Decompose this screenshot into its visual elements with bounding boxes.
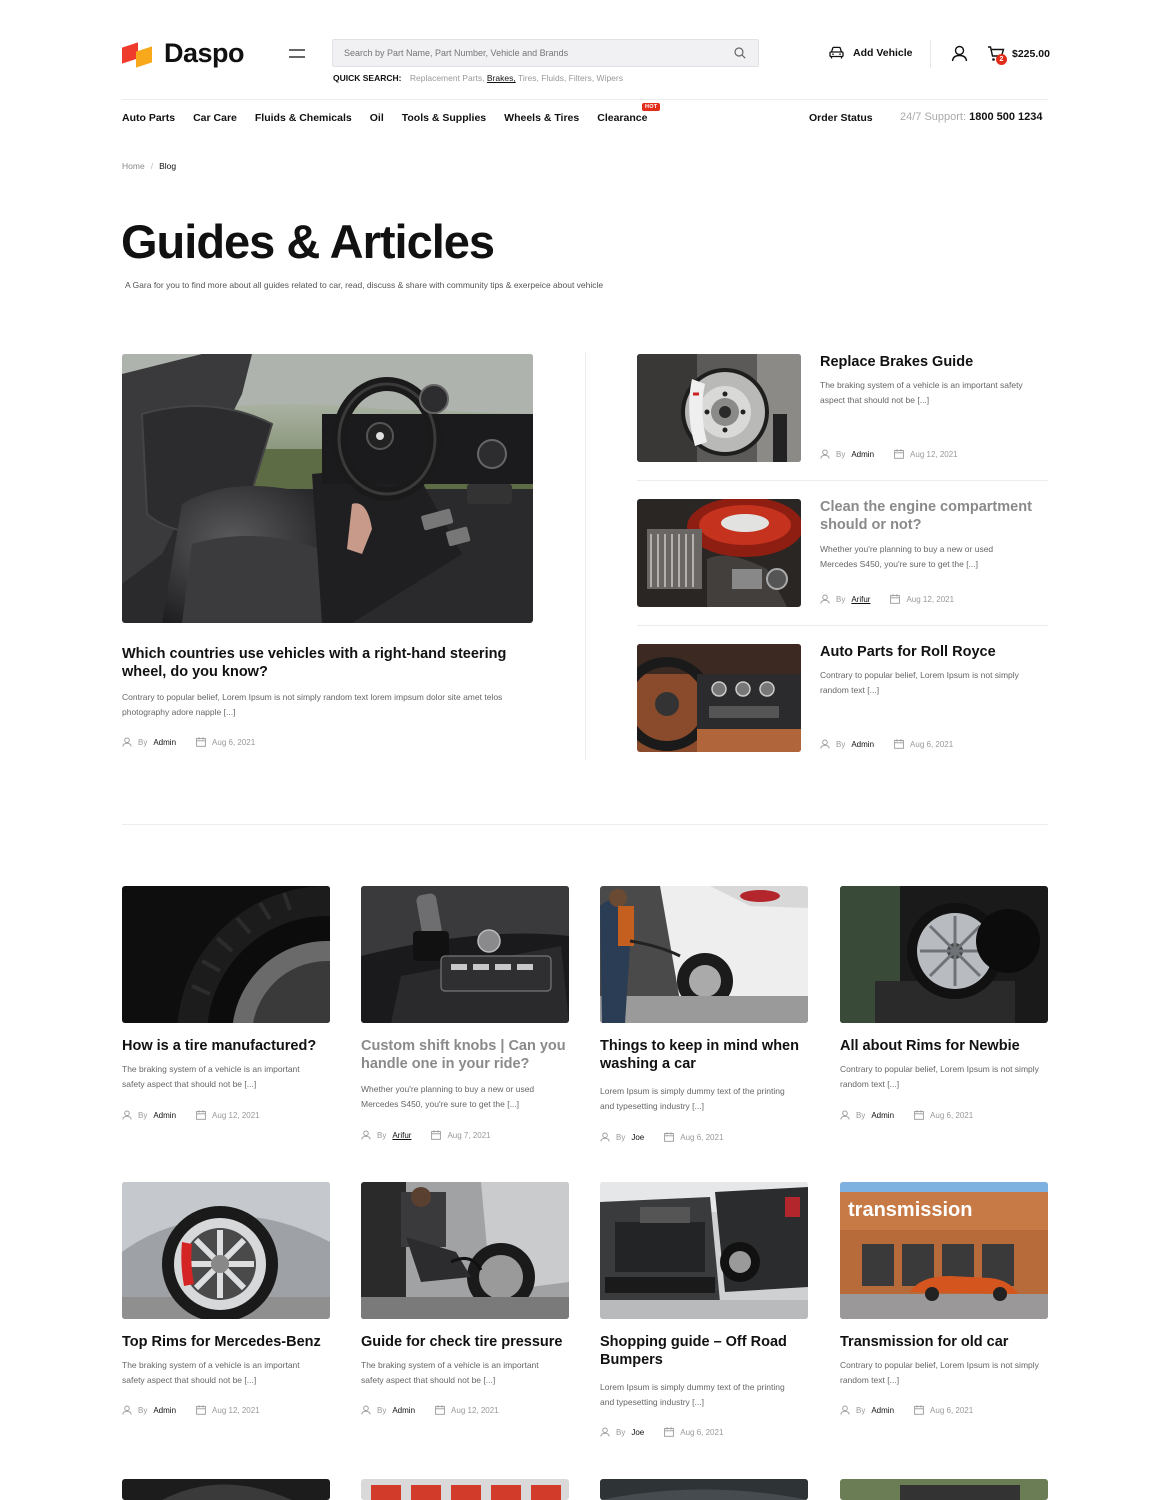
featured-post-meta: [122, 737, 255, 747]
grid-post-title[interactable]: Things to keep in mind when washing a car: [600, 1038, 799, 1072]
calendar-icon: [890, 594, 900, 604]
user-icon: [361, 1405, 371, 1415]
post-author[interactable]: Admin: [153, 1110, 177, 1120]
support-label: 24/7 Support:: [900, 111, 967, 123]
featured-image[interactable]: [122, 354, 533, 623]
cart-count-badge: 2: [996, 54, 1007, 65]
grid-post-image[interactable]: [600, 886, 808, 1023]
post-by-label: By: [836, 449, 846, 459]
cart-button[interactable]: [987, 45, 1050, 62]
side-post-title[interactable]: Replace Brakes Guide: [820, 354, 974, 370]
calendar-icon: [894, 449, 904, 459]
quick-search: [333, 73, 623, 83]
support-phone[interactable]: 1800 500 1234: [969, 111, 1043, 123]
brand-name: Daspo: [164, 38, 245, 68]
grid-post-image[interactable]: [361, 1479, 569, 1500]
featured-divider: [585, 352, 586, 760]
post-date: Aug 12, 2021: [451, 1405, 499, 1415]
post-date: Aug 6, 2021: [212, 737, 256, 747]
grid-post-meta: [840, 1405, 973, 1415]
post-author[interactable]: Admin: [153, 1405, 177, 1415]
section-divider: [122, 824, 1048, 825]
post-date: Aug 6, 2021: [680, 1427, 724, 1437]
nav-item-wheels-tires[interactable]: Wheels & Tires: [504, 112, 580, 124]
post-by-label: By: [138, 737, 148, 747]
grid-post-excerpt: The braking system of a vehicle is an important safety aspect that should not be [...]: [361, 1360, 539, 1385]
quick-link-fluids[interactable]: Fluids,: [541, 73, 567, 83]
post-by-label: By: [377, 1405, 387, 1415]
add-vehicle-label: Add Vehicle: [853, 46, 913, 59]
calendar-icon: [431, 1130, 441, 1140]
post-date: Aug 12, 2021: [212, 1110, 260, 1120]
breadcrumb-current: Blog: [159, 161, 177, 171]
nav-item-fluids-chemicals[interactable]: Fluids & Chemicals: [254, 112, 352, 124]
side-post-excerpt: Whether you're planning to buy a new or used Mercedes S450, you're sure to get the [...]: [820, 544, 994, 569]
post-by-label: By: [616, 1132, 626, 1142]
grid-post-image[interactable]: [600, 1182, 808, 1319]
page-title: Guides & Articles: [121, 215, 495, 268]
user-icon: [600, 1132, 610, 1142]
side-post-title[interactable]: Clean the engine compartment should or not?: [820, 499, 1032, 533]
cart-total: $225.00: [1012, 47, 1050, 60]
post-author[interactable]: Admin: [871, 1405, 895, 1415]
menu-icon[interactable]: [289, 49, 305, 58]
search-icon[interactable]: [734, 47, 746, 59]
side-post-image[interactable]: [637, 644, 801, 752]
breadcrumb: [122, 161, 176, 171]
post-author[interactable]: Joe: [631, 1132, 645, 1142]
side-post-image[interactable]: [637, 354, 801, 462]
breadcrumb-separator: /: [150, 161, 154, 171]
grid-post-image[interactable]: [840, 1479, 1048, 1500]
side-post-divider: [637, 480, 1048, 481]
post-author[interactable]: Admin: [153, 737, 177, 747]
grid-post-meta: [361, 1405, 499, 1415]
nav-item-oil[interactable]: Oil: [369, 112, 384, 124]
side-post-excerpt: The braking system of a vehicle is an important safety aspect that should not be [...]: [820, 380, 1023, 405]
post-date: Aug 6, 2021: [680, 1132, 724, 1142]
grid-post-title[interactable]: All about Rims for Newbie: [840, 1038, 1020, 1054]
search-bar: [332, 39, 759, 67]
grid-post-image[interactable]: [122, 1182, 330, 1319]
nav-item-clearance[interactable]: [597, 104, 658, 124]
add-vehicle-button[interactable]: [829, 46, 913, 59]
breadcrumb-home[interactable]: Home: [122, 161, 145, 171]
post-author[interactable]: Admin: [851, 739, 875, 749]
grid-post-image[interactable]: [840, 886, 1048, 1023]
grid-post-meta: [840, 1110, 973, 1120]
main-nav: [122, 104, 658, 124]
post-by-label: By: [856, 1405, 866, 1415]
post-author[interactable]: Admin: [392, 1405, 416, 1415]
nav-item-tools-supplies[interactable]: Tools & Supplies: [401, 112, 487, 124]
user-icon: [122, 737, 132, 747]
grid-post-title[interactable]: Custom shift knobs | Can you handle one in your ride?: [361, 1038, 566, 1072]
calendar-icon: [664, 1427, 674, 1437]
post-by-label: By: [377, 1130, 387, 1140]
grid-post-title[interactable]: Top Rims for Mercedes-Benz: [122, 1334, 321, 1350]
side-post-image[interactable]: [637, 499, 801, 607]
post-author[interactable]: Admin: [871, 1110, 895, 1120]
header-divider: [930, 40, 931, 68]
post-by-label: By: [616, 1427, 626, 1437]
post-by-label: By: [836, 739, 846, 749]
grid-post-title[interactable]: How is a tire manufactured?: [122, 1038, 317, 1054]
side-post-title[interactable]: Auto Parts for Roll Royce: [820, 644, 996, 660]
user-icon[interactable]: [951, 45, 968, 62]
grid-post-image[interactable]: [361, 886, 569, 1023]
support-info: [900, 111, 1043, 123]
post-date: Aug 12, 2021: [212, 1405, 260, 1415]
post-by-label: By: [856, 1110, 866, 1120]
calendar-icon: [196, 1110, 206, 1120]
post-by-label: By: [836, 594, 846, 604]
quick-link-filters[interactable]: Filters,: [568, 73, 595, 83]
nav-divider: [122, 99, 1048, 100]
grid-post-meta: [122, 1110, 260, 1120]
grid-post-meta: [600, 1132, 723, 1142]
post-date: Aug 12, 2021: [910, 449, 958, 459]
featured-post-excerpt: Contrary to popular belief, Lorem Ipsum is not simply random text lorem impsum dolor site amet telos photography adore napple [...]: [122, 692, 503, 717]
post-date: Aug 6, 2021: [930, 1405, 974, 1415]
grid-post-image[interactable]: [122, 886, 330, 1023]
calendar-icon: [435, 1405, 445, 1415]
calendar-icon: [914, 1110, 924, 1120]
order-status-link[interactable]: Order Status: [809, 112, 873, 124]
user-icon: [361, 1130, 371, 1140]
user-icon: [600, 1427, 610, 1437]
grid-post-meta: [361, 1130, 491, 1140]
post-author[interactable]: Arifur: [851, 594, 871, 604]
nav-item-car-care[interactable]: Car Care: [193, 112, 237, 124]
grid-post-image[interactable]: [600, 1479, 808, 1500]
post-author[interactable]: Joe: [631, 1427, 645, 1437]
calendar-icon: [664, 1132, 674, 1142]
grid-post-excerpt: Lorem Ipsum is simply dummy text of the printing and typesetting industry [...]: [600, 1086, 785, 1111]
side-post-meta: [820, 739, 953, 749]
user-icon: [122, 1405, 132, 1415]
post-author[interactable]: Admin: [851, 449, 875, 459]
grid-post-excerpt: Lorem Ipsum is simply dummy text of the printing and typesetting industry [...]: [600, 1382, 785, 1407]
grid-post-meta: [600, 1427, 723, 1437]
page-subtitle: A Gara for you to find more about all guides related to car, read, discuss & share with community tips & exerpeice about vehicle: [125, 280, 604, 290]
side-post-excerpt: Contrary to popular belief, Lorem Ipsum is not simply random text [...]: [820, 670, 1019, 695]
user-icon: [840, 1110, 850, 1120]
nav-item-clearance-label: Clearance: [597, 112, 648, 124]
post-date: Aug 7, 2021: [447, 1130, 491, 1140]
user-icon: [820, 739, 830, 749]
grid-post-image[interactable]: [122, 1479, 330, 1500]
grid-post-image[interactable]: [840, 1182, 1048, 1319]
user-icon: [820, 449, 830, 459]
grid-post-excerpt: Contrary to popular belief, Lorem Ipsum is not simply random text [...]: [840, 1064, 1039, 1089]
brand-logo[interactable]: [122, 38, 244, 69]
calendar-icon: [196, 737, 206, 747]
post-date: Aug 6, 2021: [910, 739, 954, 749]
quick-search-label: QUICK SEARCH:: [333, 73, 402, 83]
post-author[interactable]: Arifur: [392, 1130, 412, 1140]
quick-link-replacement-parts[interactable]: Replacement Parts,: [409, 73, 485, 83]
quick-link-brakes[interactable]: Brakes,: [486, 73, 516, 83]
transmission-sign-text: transmission: [848, 1199, 973, 1221]
search-input[interactable]: [333, 40, 713, 66]
grid-post-excerpt: The braking system of a vehicle is an important safety aspect that should not be [...]: [122, 1064, 300, 1089]
side-post-divider: [637, 625, 1048, 626]
quick-link-tires[interactable]: Tires,: [517, 73, 539, 83]
side-post-meta: [820, 449, 958, 459]
user-icon: [122, 1110, 132, 1120]
grid-post-excerpt: The braking system of a vehicle is an important safety aspect that should not be [...]: [122, 1360, 300, 1385]
post-date: Aug 12, 2021: [906, 594, 955, 604]
user-icon: [840, 1405, 850, 1415]
grid-post-title[interactable]: Guide for check tire pressure: [361, 1334, 563, 1350]
car-icon: [829, 46, 844, 59]
calendar-icon: [196, 1405, 206, 1415]
grid-post-title[interactable]: Shopping guide – Off Road Bumpers: [600, 1334, 787, 1368]
calendar-icon: [914, 1405, 924, 1415]
side-post-meta: [820, 594, 954, 604]
featured-post-title[interactable]: Which countries use vehicles with a right-hand steering wheel, do you know?: [122, 646, 507, 680]
grid-post-meta: [122, 1405, 260, 1415]
hot-badge: HOT: [642, 103, 661, 111]
grid-post-excerpt: Whether you're planning to buy a new or used Mercedes S450, you're sure to get the [...]: [361, 1084, 535, 1109]
calendar-icon: [894, 739, 904, 749]
grid-post-title[interactable]: Transmission for old car: [840, 1334, 1009, 1350]
post-by-label: By: [138, 1110, 148, 1120]
grid-post-image[interactable]: [361, 1182, 569, 1319]
user-icon: [820, 594, 830, 604]
logo-mark-icon: [122, 41, 154, 67]
post-by-label: By: [138, 1405, 148, 1415]
quick-link-wipers[interactable]: Wipers: [596, 73, 623, 83]
nav-item-auto-parts[interactable]: Auto Parts: [122, 112, 176, 124]
post-date: Aug 6, 2021: [930, 1110, 974, 1120]
grid-post-excerpt: Contrary to popular belief, Lorem Ipsum is not simply random text [...]: [840, 1360, 1039, 1385]
